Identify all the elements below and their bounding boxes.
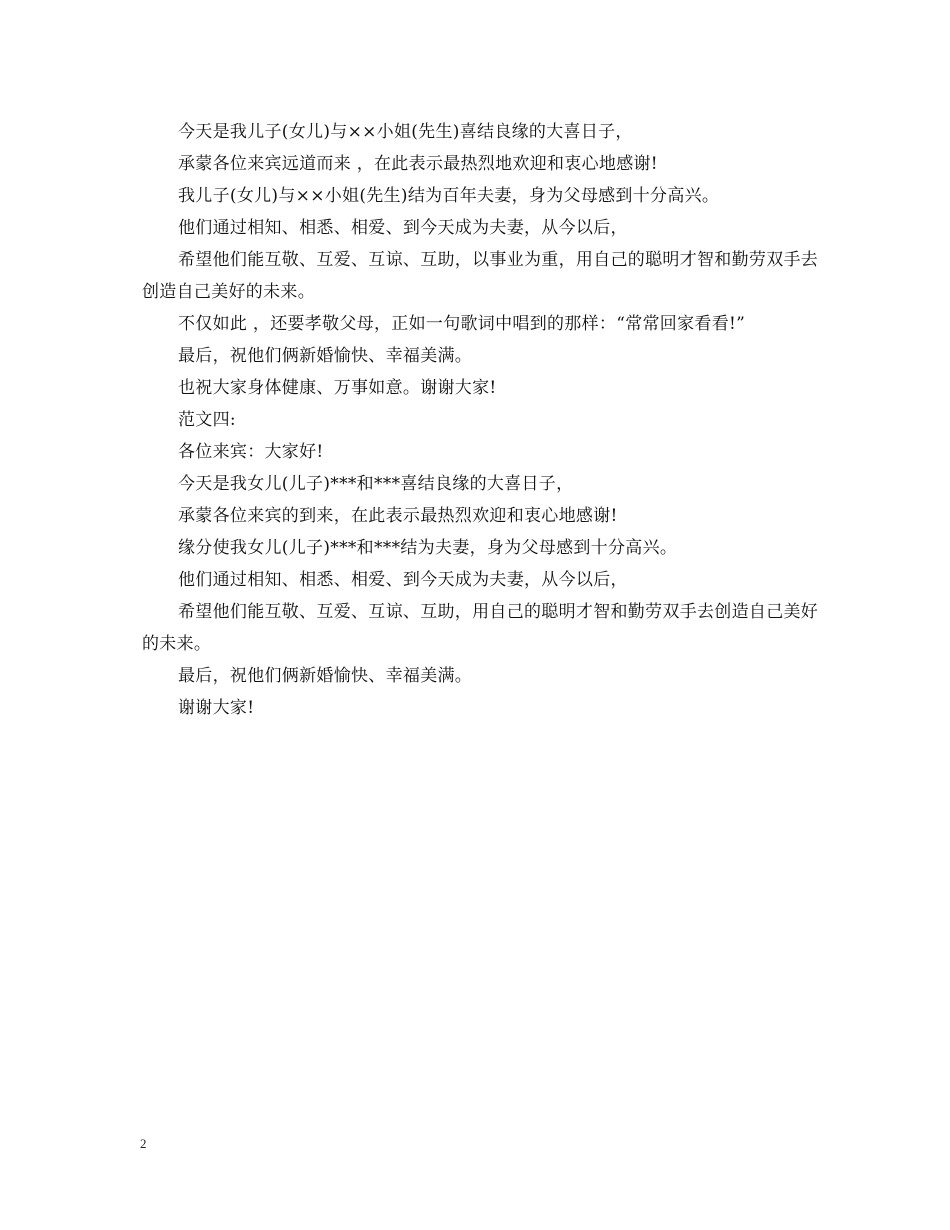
paragraph: 不仅如此 ，还要孝敬父母，正如一句歌词中唱到的那样：“常常回家看看!” <box>178 314 746 334</box>
page-number: 2 <box>140 1136 147 1151</box>
paragraph: 今天是我儿子(女儿)与××小姐(先生)喜结良缘的大喜日子， <box>178 122 633 142</box>
greeting: 各位来宾：大家好! <box>178 442 324 462</box>
closing: 谢谢大家! <box>178 698 255 718</box>
paragraph: 他们通过相知、相悉、相爱、到今天成为夫妻，从今以后， <box>178 218 628 238</box>
section-heading: 范文四: <box>178 410 236 430</box>
paragraph: 希望他们能互敬、互爱、互谅、互助，以事业为重，用自己的聪明才智和勤劳双手去创造自己美好的未来。 <box>142 250 819 302</box>
paragraph: 最后，祝他们俩新婚愉快、幸福美满。 <box>178 346 473 366</box>
paragraph: 承蒙各位来宾的到来，在此表示最热烈欢迎和衷心地感谢! <box>178 506 618 526</box>
paragraph: 最后，祝他们俩新婚愉快、幸福美满。 <box>178 666 473 686</box>
paragraph: 缘分使我女儿(儿子)***和***结为夫妻，身为父母感到十分高兴。 <box>178 538 678 558</box>
paragraph: 希望他们能互敬、互爱、互谅、互助，用自己的聪明才智和勤劳双手去创造自己美好的未来。 <box>142 602 819 654</box>
paragraph: 他们通过相知、相悉、相爱、到今天成为夫妻，从今以后， <box>178 570 628 590</box>
paragraph: 我儿子(女儿)与××小姐(先生)结为百年夫妻，身为父母感到十分高兴。 <box>178 186 720 206</box>
paragraph: 也祝大家身体健康、万事如意。谢谢大家! <box>178 378 497 398</box>
document-body <box>142 116 822 724</box>
paragraph: 今天是我女儿(儿子)***和***喜结良缘的大喜日子， <box>178 474 574 494</box>
paragraph: 承蒙各位来宾远道而来 ，在此表示最热烈地欢迎和衷心地感谢! <box>178 154 658 174</box>
